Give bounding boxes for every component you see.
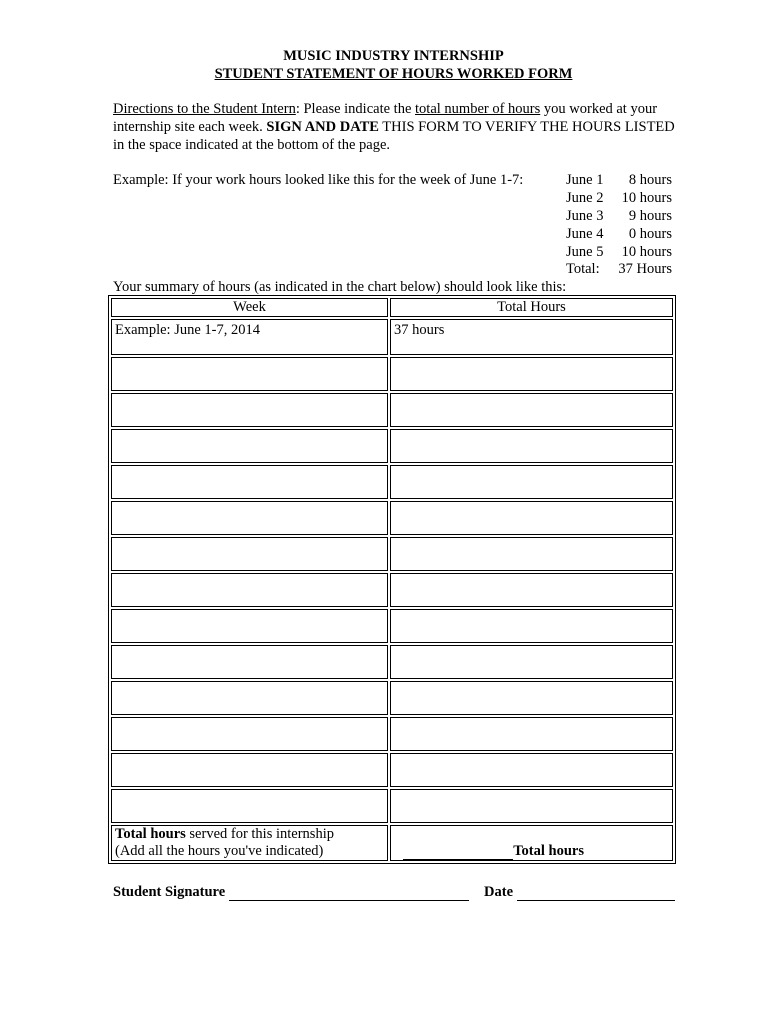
student-signature-label: Student Signature (113, 884, 226, 900)
table-row (111, 537, 673, 571)
example-day-4: June 4 0 hours (566, 226, 672, 242)
table-row (111, 393, 673, 427)
example-day-2: June 2 10 hours (566, 190, 672, 206)
hours-entry-cell[interactable] (390, 717, 673, 751)
form-subtitle: STUDENT STATEMENT OF HOURS WORKED FORM (214, 66, 573, 82)
date-field[interactable] (517, 886, 675, 901)
hours-entry-cell[interactable] (390, 753, 673, 787)
table-row (111, 465, 673, 499)
hours-entry-cell[interactable] (390, 393, 673, 427)
student-signature-field[interactable] (229, 886, 469, 901)
total-hours-blank[interactable] (403, 846, 513, 860)
week-entry-cell[interactable] (111, 465, 388, 499)
directions-emphasis: total number of hours (415, 101, 541, 117)
hours-entry-cell[interactable] (390, 609, 673, 643)
total-instruction: (Add all the hours you've indicated) (115, 843, 324, 859)
directions-line-2: internship site each week. SIGN AND DATE THIS FORM TO VERIFY THE HOURS LISTED (113, 119, 675, 135)
week-entry-cell[interactable] (111, 393, 388, 427)
table-total-row (111, 825, 673, 861)
hours-entry-cell[interactable] (390, 573, 673, 607)
hours-table (108, 295, 676, 864)
total-label-cell: Total hours served for this internship (Add all the hours you've indicated) (111, 825, 388, 861)
total-hours-cell[interactable] (390, 825, 673, 861)
hours-entry-cell[interactable] (390, 537, 673, 571)
table-row (111, 789, 673, 823)
hours-entry-cell[interactable] (390, 429, 673, 463)
summary-note: Your summary of hours (as indicated in the chart below) should look like this: (113, 279, 567, 295)
total-hours-label: Total hours (115, 826, 186, 842)
week-entry-cell[interactable] (111, 717, 388, 751)
table-row (111, 501, 673, 535)
total-hours-suffix: Total hours (513, 843, 584, 859)
example-day-3: June 3 9 hours (566, 208, 672, 224)
sign-and-date-emphasis: SIGN AND DATE (266, 119, 379, 135)
hours-entry-cell[interactable] (390, 501, 673, 535)
hours-entry-cell[interactable] (390, 645, 673, 679)
hours-entry-cell[interactable] (390, 357, 673, 391)
table-row (111, 573, 673, 607)
table-row (111, 357, 673, 391)
hours-entry-cell[interactable] (390, 465, 673, 499)
directions-line-1: Directions to the Student Intern: Please indicate the total number of hours you worked at your (113, 101, 658, 117)
example-hours-cell: 37 hours (390, 319, 673, 355)
week-entry-cell[interactable] (111, 573, 388, 607)
week-entry-cell[interactable] (111, 609, 388, 643)
week-entry-cell[interactable] (111, 537, 388, 571)
table-row (111, 681, 673, 715)
example-day-1: June 1 8 hours (566, 172, 672, 188)
example-intro: Example: If your work hours looked like this for the week of June 1-7: (113, 172, 524, 188)
table-row (111, 609, 673, 643)
table-row (111, 429, 673, 463)
week-entry-cell[interactable] (111, 501, 388, 535)
table-header-row (111, 298, 673, 317)
table-row (111, 753, 673, 787)
week-entry-cell[interactable] (111, 789, 388, 823)
table-example-row (111, 319, 673, 355)
week-entry-cell[interactable] (111, 429, 388, 463)
hours-column-header: Total Hours (390, 298, 673, 317)
example-total: Total: 37 Hours (566, 261, 672, 277)
hours-entry-cell[interactable] (390, 681, 673, 715)
week-entry-cell[interactable] (111, 645, 388, 679)
example-day-5: June 5 10 hours (566, 244, 672, 260)
date-label: Date (484, 884, 514, 900)
table-row (111, 645, 673, 679)
week-entry-cell[interactable] (111, 753, 388, 787)
table-row (111, 717, 673, 751)
week-entry-cell[interactable] (111, 357, 388, 391)
week-entry-cell[interactable] (111, 681, 388, 715)
hours-entry-cell[interactable] (390, 789, 673, 823)
form-title: MUSIC INDUSTRY INTERNSHIP (283, 48, 504, 64)
example-week-cell: Example: June 1-7, 2014 (111, 319, 388, 355)
week-column-header: Week (111, 298, 388, 317)
signature-line (113, 884, 675, 901)
directions-line-3: in the space indicated at the bottom of the page. (113, 137, 391, 153)
directions-label: Directions to the Student Intern (113, 101, 296, 117)
